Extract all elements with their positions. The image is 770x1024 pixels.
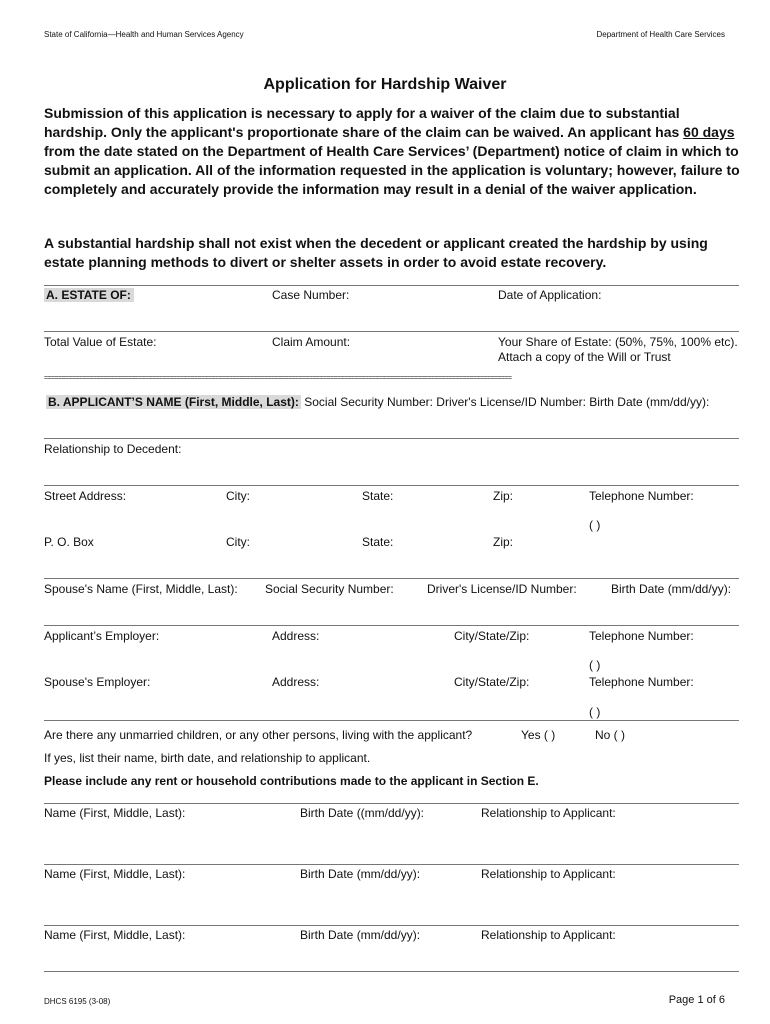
if-yes-instruction: If yes, list their name, birth date, and relationship to applicant. (44, 751, 371, 765)
page-number: Page 1 of 6 (668, 994, 725, 1006)
spouse-ssn-label: Social Security Number: (265, 582, 394, 596)
street-address-label: Street Address: (44, 489, 127, 503)
applicant-employer-address-label: Address: (272, 629, 320, 643)
person-1-relationship-label: Relationship to Applicant: (481, 806, 616, 820)
person-2-birth-label: Birth Date (mm/dd/yy): (300, 867, 421, 881)
section-a-heading (44, 288, 270, 302)
applicant-employer-label: Applicant’s Employer: (44, 629, 160, 643)
applicant-name-label: B. APPLICANT’S NAME (First, Middle, Last): (48, 395, 299, 409)
intro-text-after: from the date stated on the Department of Health Care Services’ (Department) notice of claim in which to submit an application. All of the information requested in the application is voluntary; however, failure to completely and accurately provide the information may result in a denial of the waiver application. (44, 143, 740, 197)
zip-label: Zip: (493, 489, 514, 503)
estate-of-label: A. ESTATE OF: (44, 288, 134, 302)
intro-paragraph-2: A substantial hardship shall not exist when the decedent or applicant created the hardship by using estate planning methods to divert or shelter assets in order to avoid estate recovery. (44, 235, 708, 270)
divider-line (44, 578, 739, 579)
city-label: City: (226, 535, 250, 549)
divider-line (44, 285, 739, 286)
person-3-name-label: Name (First, Middle, Last): (44, 928, 186, 942)
page-title: Application for Hardship Waiver (263, 76, 507, 93)
no-checkbox[interactable]: No ( ) (595, 728, 625, 742)
spouse-employer-label: Spouse's Employer: (44, 675, 151, 689)
po-box-label: P. O. Box (44, 535, 94, 549)
divider-line (44, 331, 739, 332)
intro-underline-60-days: 60 days (683, 124, 735, 140)
yes-checkbox[interactable]: Yes ( ) (521, 728, 556, 742)
person-2-name-label: Name (First, Middle, Last): (44, 867, 186, 881)
divider-line (44, 971, 739, 972)
section-separator: ====================================================================================================================================== (44, 375, 512, 382)
person-1-birth-label: Birth Date ((mm/dd/yy): (300, 806, 425, 820)
state-label: State: (362, 535, 394, 549)
spouse-employer-address-label: Address: (272, 675, 320, 689)
phone-area-code: ( ) (589, 658, 601, 672)
claim-amount-label: Claim Amount: (272, 335, 351, 349)
children-question: Are there any unmarried children, or any other persons, living with the applicant? (44, 728, 473, 742)
city-label: City: (226, 489, 250, 503)
spouse-drivers-license-label: Driver's License/ID Number: (427, 582, 577, 596)
person-1-name-label: Name (First, Middle, Last): (44, 806, 186, 820)
spouse-name-label: Spouse's Name (First, Middle, Last): (44, 582, 238, 596)
divider-line (44, 438, 739, 439)
spouse-employer-phone-label: Telephone Number: (589, 675, 694, 689)
intro-text-before: Submission of this application is necessary to apply for a waiver of the claim due to substantial hardship. Only the applicant's proportionate share of the claim can be waived. An applicant has (44, 105, 684, 140)
attach-will-label: Attach a copy of the Will or Trust (498, 350, 671, 364)
divider-line (44, 803, 739, 804)
intro-paragraph-1 (44, 104, 744, 199)
zip-label: Zip: (493, 535, 514, 549)
person-3-birth-label: Birth Date (mm/dd/yy): (300, 928, 421, 942)
divider-line (44, 485, 739, 486)
spouse-employer-city-label: City/State/Zip: (454, 675, 530, 689)
state-label: State: (362, 489, 394, 503)
department-header: Department of Health Care Services (596, 30, 725, 39)
please-include-note: Please include any rent or household contributions made to the applicant in Section E. (44, 774, 539, 788)
applicant-employer-city-label: City/State/Zip: (454, 629, 530, 643)
divider-line (44, 925, 739, 926)
phone-area-code: ( ) (589, 705, 601, 719)
relationship-to-decedent-label: Relationship to Decedent: (44, 442, 182, 456)
divider-line (44, 720, 739, 721)
agency-header: State of California—Health and Human Services Agency (44, 30, 244, 39)
applicant-header-fields: Social Security Number: Driver's License/ID Number: Birth Date (mm/dd/yy): (300, 395, 710, 409)
your-share-label: Your Share of Estate: (50%, 75%, 100% etc). (498, 335, 738, 349)
section-b-heading (46, 395, 709, 409)
total-value-label: Total Value of Estate: (44, 335, 157, 349)
applicant-employer-phone-label: Telephone Number: (589, 629, 694, 643)
person-3-relationship-label: Relationship to Applicant: (481, 928, 616, 942)
person-2-relationship-label: Relationship to Applicant: (481, 867, 616, 881)
form-number: DHCS 6195 (3-08) (44, 997, 111, 1006)
spouse-birth-date-label: Birth Date (mm/dd/yy): (611, 582, 732, 596)
divider-line (44, 864, 739, 865)
telephone-label: Telephone Number: (589, 489, 694, 503)
divider-line (44, 625, 739, 626)
phone-area-code: ( ) (589, 518, 601, 532)
case-number-label: Case Number: (272, 288, 350, 302)
date-of-application-label: Date of Application: (498, 288, 602, 302)
